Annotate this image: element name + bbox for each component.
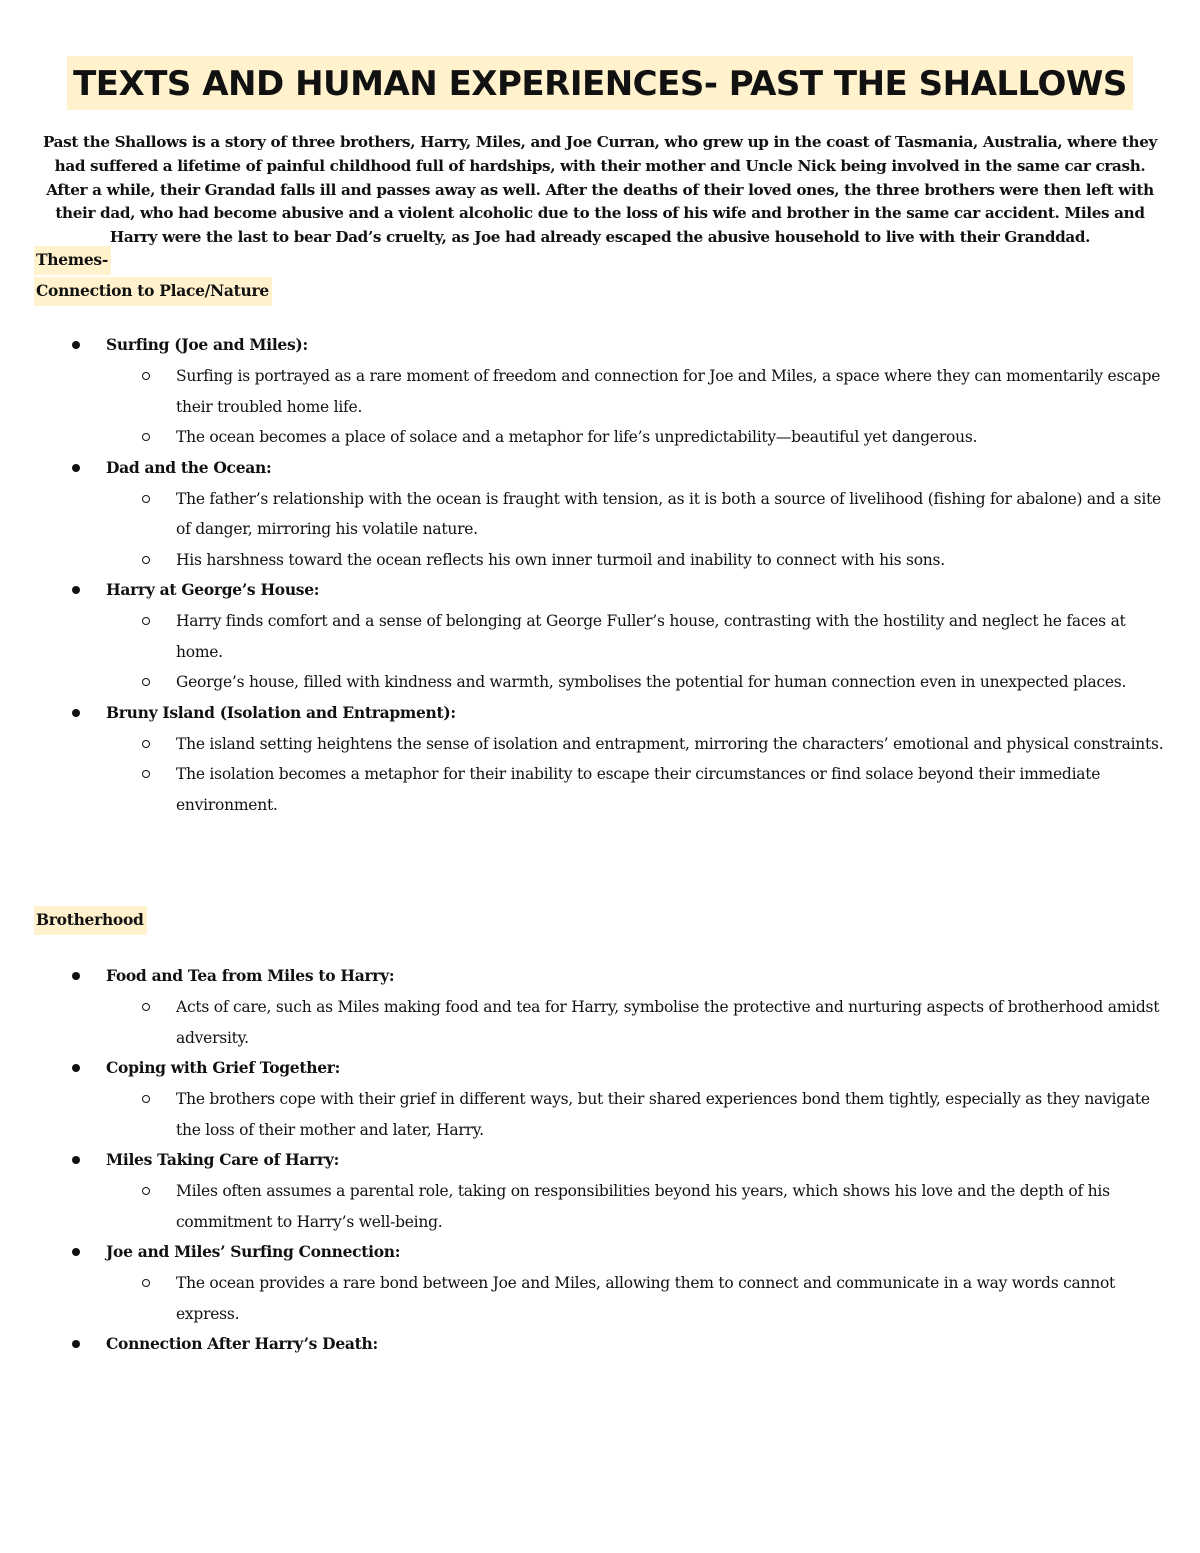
- sub-bullet-text: The isolation becomes a metaphor for their inability to escape their circumstances or find solace beyond their immediate environment.: [176, 765, 1101, 814]
- bullet-item: [0, 1053, 1200, 1084]
- bullet-item: [0, 575, 1200, 606]
- bullet-icon: [72, 341, 80, 349]
- section-connection-to-place: [0, 330, 1200, 820]
- bullet-icon: [72, 1340, 80, 1348]
- page-title: TEXTS AND HUMAN EXPERIENCES- PAST THE SHALLOWS: [67, 56, 1133, 110]
- hollow-bullet-icon: [142, 740, 150, 748]
- sub-bullet: [0, 667, 1200, 698]
- hollow-bullet-icon: [142, 678, 150, 686]
- section-heading: [34, 905, 147, 935]
- bullet-label: Joe and Miles’ Surfing Connection:: [106, 1242, 401, 1261]
- section-brotherhood: [0, 961, 1200, 1360]
- bullet-item: [0, 698, 1200, 729]
- sub-bullet-text: Acts of care, such as Miles making food and tea for Harry, symbolise the protective and nurturing aspects of brotherhood amidst adversity.: [176, 998, 1160, 1047]
- sub-bullet: [0, 545, 1200, 576]
- sub-bullet-text: George’s house, filled with kindness and warmth, symbolises the potential for human connection even in unexpected places.: [176, 673, 1127, 691]
- bullet-label: Dad and the Ocean:: [106, 457, 272, 477]
- sub-bullet: [0, 729, 1200, 760]
- sub-bullet: [0, 422, 1200, 453]
- sub-bullet: [0, 1176, 1200, 1237]
- themes-label-text: Themes-: [34, 246, 111, 275]
- sub-bullet-text: The ocean becomes a place of solace and a metaphor for life’s unpredictability—beautiful yet dangerous.: [176, 428, 978, 446]
- bullet-label: Connection After Harry’s Death:: [106, 1334, 378, 1353]
- section-heading-text: Connection to Place/Nature: [34, 277, 272, 306]
- section-heading-text: Brotherhood: [34, 906, 147, 935]
- hollow-bullet-icon: [142, 770, 150, 778]
- hollow-bullet-icon: [142, 556, 150, 564]
- sub-bullet-text: Surfing is portrayed as a rare moment of freedom and connection for Joe and Miles, a space where they can momentarily escape their troubled home life.: [176, 367, 1161, 416]
- bullet-label: Food and Tea from Miles to Harry:: [106, 966, 395, 985]
- sub-bullet: [0, 1084, 1200, 1145]
- title-wrap: [0, 56, 1200, 110]
- bullet-icon: [72, 709, 80, 717]
- bullet-icon: [72, 972, 80, 980]
- sub-bullet: [0, 1268, 1200, 1329]
- bullet-label: Miles Taking Care of Harry:: [106, 1150, 339, 1169]
- sub-bullet-text: His harshness toward the ocean reflects his own inner turmoil and inability to connect with his sons.: [176, 550, 945, 569]
- bullet-item: [0, 1329, 1200, 1360]
- sub-bullet: [0, 606, 1200, 667]
- bullet-icon: [72, 464, 80, 472]
- bullet-item: [0, 453, 1200, 484]
- hollow-bullet-icon: [142, 1279, 150, 1287]
- sub-bullet: [0, 759, 1200, 820]
- hollow-bullet-icon: [142, 1095, 150, 1103]
- bullet-label: Surfing (Joe and Miles):: [106, 335, 308, 354]
- hollow-bullet-icon: [142, 372, 150, 380]
- bullet-label: Bruny Island (Isolation and Entrapment):: [106, 702, 456, 722]
- sub-bullet-text: The brothers cope with their grief in different ways, but their shared experiences bond them tightly, especially as they navigate the loss of their mother and later, Harry.: [176, 1090, 1150, 1139]
- sub-bullet-text: The ocean provides a rare bond between Joe and Miles, allowing them to connect and communicate in a way words cannot express.: [176, 1274, 1116, 1323]
- sub-bullet-text: Harry finds comfort and a sense of belonging at George Fuller’s house, contrasting with the hostility and neglect he faces at home.: [176, 612, 1126, 661]
- sub-bullet: [0, 361, 1200, 422]
- bullet-icon: [72, 586, 80, 594]
- themes-label: [34, 245, 111, 275]
- hollow-bullet-icon: [142, 617, 150, 625]
- sub-bullet: [0, 992, 1200, 1053]
- sub-bullet-text: Miles often assumes a parental role, taking on responsibilities beyond his years, which shows his love and the depth of his commitment to Harry’s well-being.: [176, 1182, 1110, 1231]
- sub-bullet-text: The island setting heightens the sense of isolation and entrapment, mirroring the characters’ emotional and physical constraints.: [176, 734, 1164, 753]
- sub-bullet-text: The father’s relationship with the ocean is fraught with tension, as it is both a source of livelihood (fishing for abalone) and a site of danger, mirroring his volatile nature.: [176, 489, 1161, 538]
- intro-paragraph: Past the Shallows is a story of three brothers, Harry, Miles, and Joe Curran, who grew up in the coast of Tasmania, Australia, where they had suffered a lifetime of painful childhood full of hardships, with their mother and Uncle Nick being involved in the same car crash. After a while, their Grandad falls ill and passes away as well. After the deaths of their loved ones, the three brothers were then left with their dad, who had become abusive and a violent alcoholic due to the loss of his wife and brother in the same car accident. Miles and Harry were the last to bear Dad’s cruelty, as Joe had already escaped the abusive household to live with their Granddad.: [43, 133, 1157, 247]
- bullet-label: Coping with Grief Together:: [106, 1058, 341, 1077]
- bullet-item: [0, 1237, 1200, 1268]
- bullet-icon: [72, 1064, 80, 1072]
- bullet-label: Harry at George’s House:: [106, 580, 320, 599]
- hollow-bullet-icon: [142, 1003, 150, 1011]
- bullet-icon: [72, 1156, 80, 1164]
- bullet-item: [0, 961, 1200, 992]
- section-heading: [34, 276, 272, 306]
- bullet-item: [0, 1145, 1200, 1176]
- sub-bullet: [0, 484, 1200, 545]
- hollow-bullet-icon: [142, 495, 150, 503]
- bullet-item: [0, 330, 1200, 361]
- hollow-bullet-icon: [142, 1187, 150, 1195]
- bullet-icon: [72, 1248, 80, 1256]
- hollow-bullet-icon: [142, 433, 150, 441]
